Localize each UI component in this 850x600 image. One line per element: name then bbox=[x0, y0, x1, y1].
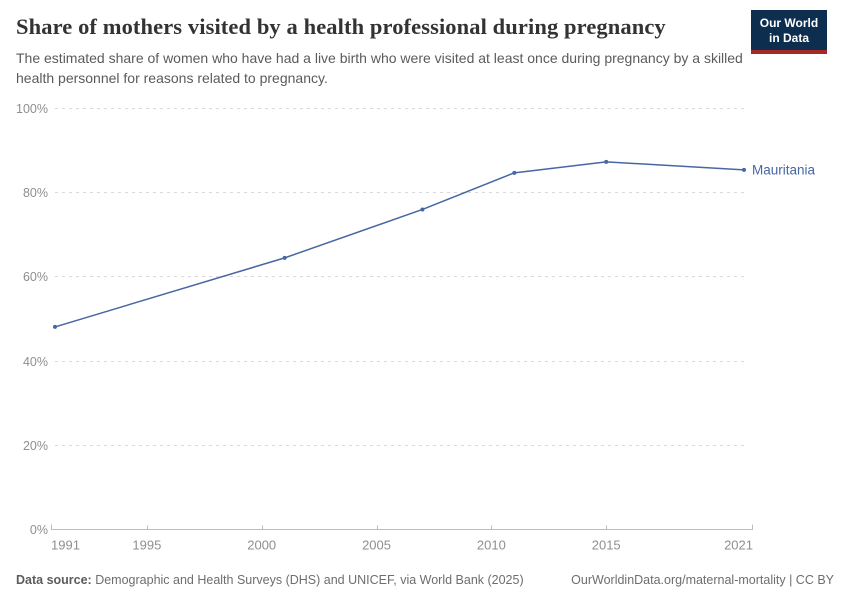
data-point[interactable] bbox=[604, 160, 608, 164]
x-tick-label: 1991 bbox=[51, 537, 80, 553]
owid-logo bbox=[751, 10, 827, 54]
y-tick-label: 20% bbox=[22, 439, 48, 453]
x-tick-label: 1995 bbox=[132, 537, 162, 553]
data-source-text: Demographic and Health Surveys (DHS) and UNICEF, via World Bank (2025) bbox=[91, 573, 524, 587]
y-tick-label: 80% bbox=[22, 186, 48, 200]
data-point[interactable] bbox=[283, 256, 287, 260]
data-point[interactable] bbox=[53, 325, 57, 329]
data-source-note bbox=[16, 573, 524, 587]
x-tick-label: 2010 bbox=[476, 537, 506, 553]
y-tick-label: 100% bbox=[16, 102, 48, 116]
x-tick-label: 2005 bbox=[362, 537, 391, 553]
data-point[interactable] bbox=[420, 207, 424, 211]
owid-url-license: OurWorldinData.org/maternal-mortality | CC BY bbox=[571, 573, 834, 587]
y-tick-label: 0% bbox=[29, 523, 48, 537]
y-tick-label: 40% bbox=[22, 355, 48, 369]
chart-header bbox=[16, 14, 834, 89]
chart-footer bbox=[16, 573, 834, 587]
x-tick-label: 2015 bbox=[591, 537, 621, 553]
owid-logo-line1: Our World bbox=[759, 16, 819, 30]
data-line[interactable] bbox=[55, 162, 744, 327]
y-tick-label: 60% bbox=[22, 270, 48, 284]
owid-logo-line2: in Data bbox=[768, 30, 809, 45]
data-point[interactable] bbox=[742, 168, 746, 172]
data-point[interactable] bbox=[512, 171, 516, 175]
chart-subtitle: The estimated share of women who have had a live birth who were visited at least once during pregnancy by a skilled health personnel for reasons related to pregnancy. bbox=[16, 50, 743, 86]
series-label[interactable]: Mauritania bbox=[752, 162, 816, 178]
data-source-label: Data source: bbox=[16, 573, 92, 587]
x-tick-label: 2000 bbox=[247, 537, 277, 553]
page-title: Share of mothers visited by a health professional during pregnancy bbox=[16, 14, 666, 39]
x-tick-label: 2021 bbox=[724, 537, 753, 553]
